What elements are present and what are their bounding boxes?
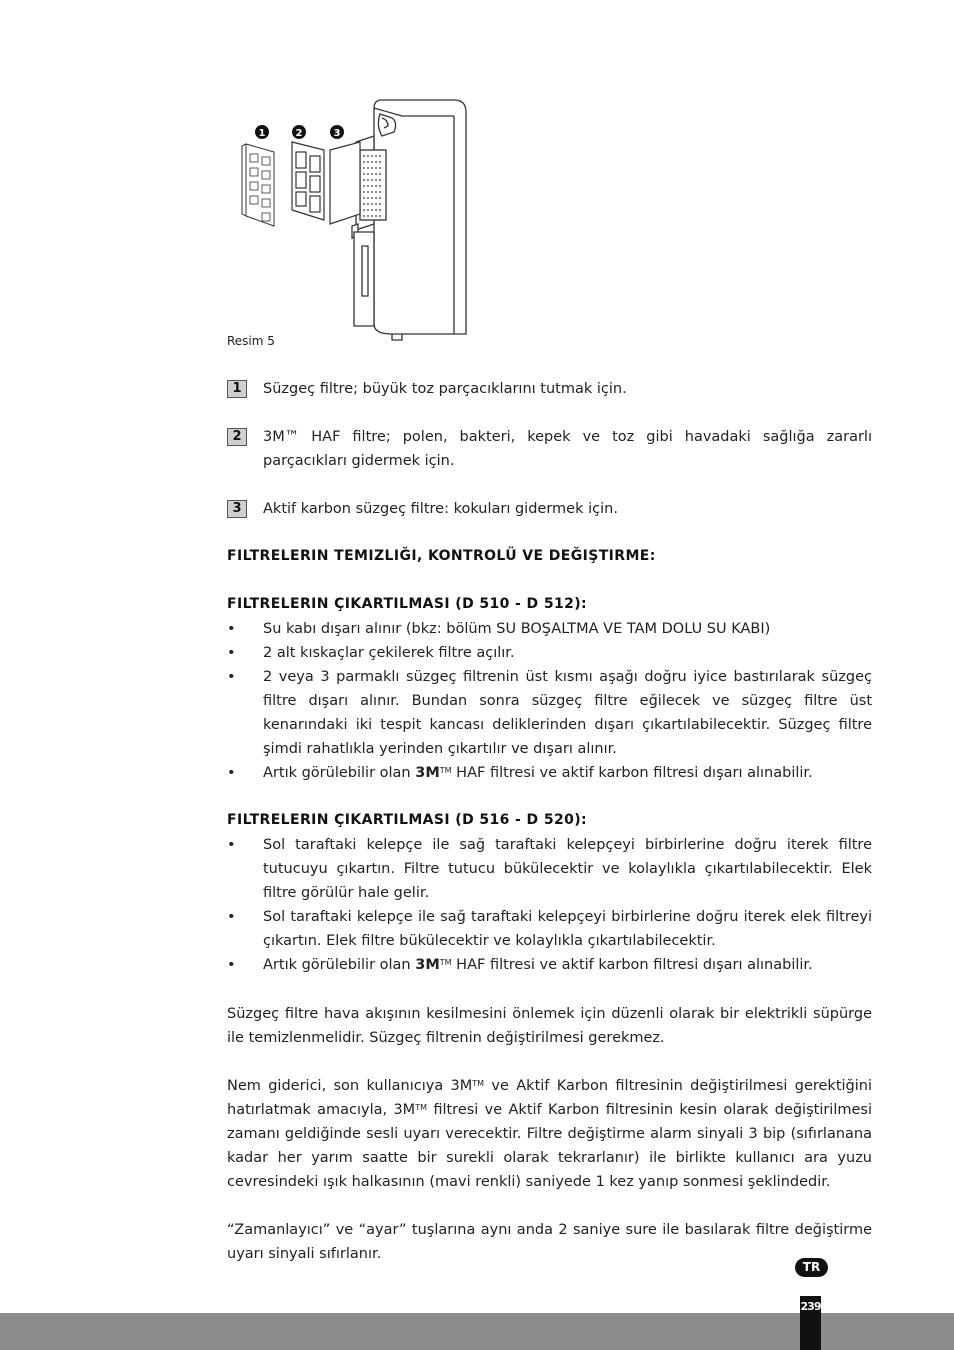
numbered-item-text: 3M™ HAF filtre; polen, bakteri, kepek ve toz gibi havadaki sağlığa zararlı parçacıkları gidermek için. (263, 429, 872, 469)
numbered-item-text: Süzgeç filtre; büyük toz parçacıklarını tutmak için. (263, 381, 627, 397)
figure-caption: Resim 5 (227, 334, 275, 348)
reset-paragraph: “Zamanlayıcı” ve “ayar” tuşlarına aynı anda 2 saniye sure ile basılarak filtre değiştirme uyarı sinyali sıfırlanır. (227, 1222, 872, 1262)
list-item: • Sol taraftaki kelepçe ile sağ taraftaki kelepçeyi birbirlerine doğru iterek filtre tutucuyu çıkartın. Filtre tutucu bükülecektir ve kolaylıkla çıkartılabilecektir. Elek filtre görülür hale gelir. (227, 837, 872, 901)
dehumidifier-unit (352, 100, 466, 340)
section1-list (227, 617, 872, 785)
svg-text:1: 1 (258, 128, 266, 139)
haf-filter (292, 142, 324, 220)
page-number: 239 (800, 1296, 821, 1350)
dehumidifier-filters-drawing (232, 96, 477, 341)
filter-illustration (232, 96, 477, 341)
section2-list (227, 833, 872, 977)
number-box: 3 (227, 500, 247, 518)
numbered-item-3 (227, 497, 872, 521)
number-box: 1 (227, 380, 247, 398)
marker-2 (292, 125, 306, 139)
alarm-paragraph: Nem giderici, son kullanıcıya 3M™ ve Aktif Karbon filtresinin değiştirilmesi gerektiğini hatırlatmak amacıyla, 3M™ filtresi ve Aktif Karbon filtresinin kesin olarak değiştirilmesi zamanı geldiğinde sesli uyarı verecektir. Filtre değiştirme alarm sinyali 3 bip (sıfırlanana kadar her yarım saatte bir surekli olarak tekrarlanır) ile birlikte kullanıcı ara yuzu cevresindeki ışık halkasının (mavi renkli) saniyede 1 kez yanıp sonmesi şeklindedir. (227, 1078, 872, 1190)
cleaning-paragraph: Süzgeç filtre hava akışının kesilmesini önlemek için düzenli olarak bir elektrikli süpürge ile temizlenmelidir. Süzgeç filtrenin değiştirilmesi gerekmez. (227, 1006, 872, 1046)
list-item: • 2 alt kıskaçlar çekilerek filtre açılır. (227, 645, 515, 661)
section2-heading: FILTRELERIN ÇIKARTILMASI (D 516 - D 520): (227, 812, 588, 828)
grille-filter (242, 144, 274, 226)
list-item: • Su kabı dışarı alınır (bkz: bölüm SU BOŞALTMA VE TAM DOLU SU KABI) (227, 621, 771, 637)
list-item: • Artık görülebilir olan 3M™ HAF filtresi ve aktif karbon filtresi dışarı alınabilir. (227, 765, 813, 781)
list-item: • Sol taraftaki kelepçe ile sağ taraftaki kelepçeyi birbirlerine doğru iterek elek filtreyi çıkartın. Elek filtre bükülecektir ve kolaylıkla çıkartılabilecektir. (227, 909, 872, 949)
svg-text:3: 3 (333, 128, 341, 139)
carbon-filter (330, 142, 360, 224)
main-heading: FILTRELERIN TEMIZLIĞI, KONTROLÜ VE DEĞIŞTIRME: (227, 548, 656, 564)
numbered-item-1 (227, 377, 872, 401)
list-item: • Artık görülebilir olan 3M™ HAF filtresi ve aktif karbon filtresi dışarı alınabilir. (227, 957, 813, 973)
numbered-item-text: Aktif karbon süzgeç filtre: kokuları gidermek için. (263, 501, 618, 517)
marker-3 (330, 125, 344, 139)
numbered-item-2 (227, 425, 872, 473)
svg-text:2: 2 (295, 128, 303, 139)
marker-1 (255, 125, 269, 139)
list-item: • 2 veya 3 parmaklı süzgeç filtrenin üst kısmı aşağı doğru iyice bastırılarak süzgeç filtre dışarı alınır. Bundan sonra süzgeç filtre eğilecek ve süzgeç filtre üst kenarındaki iki tespit kancası deliklerinden dışarı çıkartılabilecektir. Süzgeç filtre şimdi rahatlıkla yerinden çıkartılır ve dışarı alınır. (227, 669, 872, 757)
number-box: 2 (227, 428, 247, 446)
language-badge: TR (795, 1258, 828, 1277)
section1-heading: FILTRELERIN ÇIKARTILMASI (D 510 - D 512): (227, 596, 588, 612)
